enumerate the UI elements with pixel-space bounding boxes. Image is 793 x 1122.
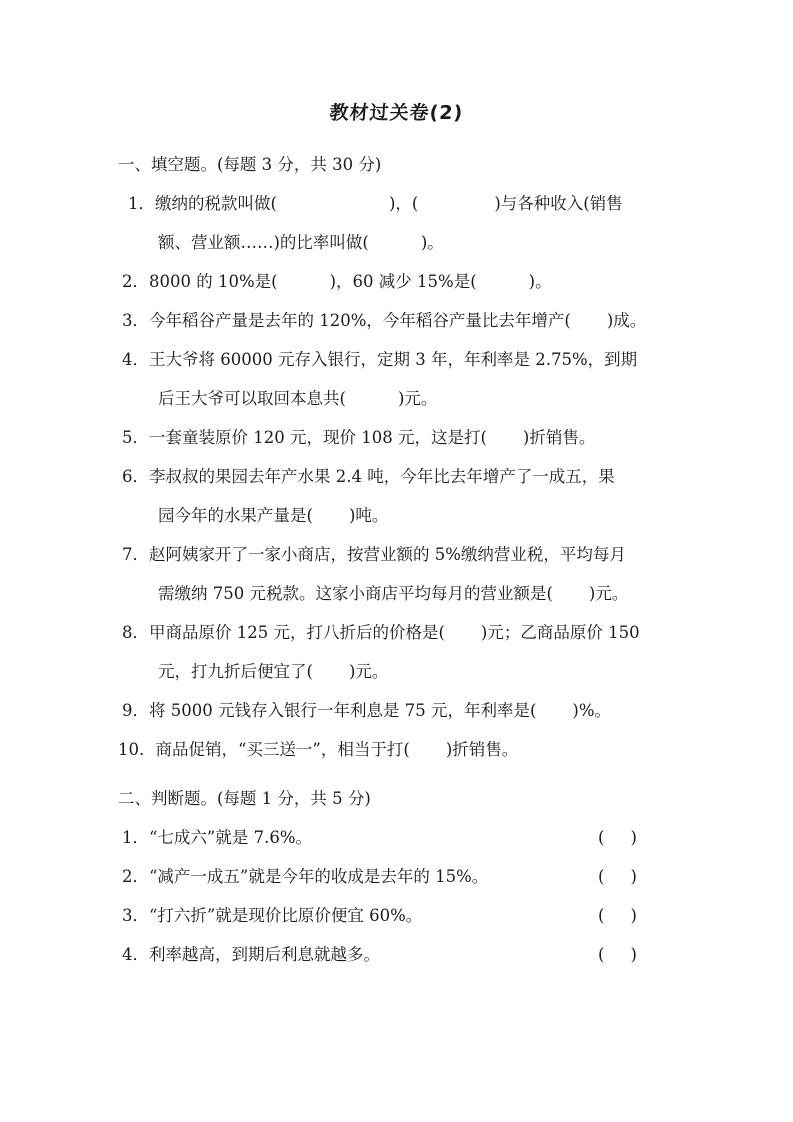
- question-text: )吨。: [348, 506, 389, 525]
- question-text: 8000 的 10%是(: [149, 272, 278, 291]
- question-line: [118, 730, 680, 769]
- question-text: 今年稻谷产量是去年的 120%，今年稻谷产量比去年增产(: [149, 311, 571, 330]
- question-number: 4．: [122, 350, 149, 369]
- question-line: [122, 340, 680, 379]
- question-line-continuation: [158, 652, 680, 691]
- question-number: 1．: [128, 194, 155, 213]
- question-number: 2．: [122, 867, 149, 886]
- page-title: 教材过关卷(2): [328, 102, 464, 124]
- paren-close: ): [630, 828, 637, 847]
- truefalse-item: [122, 896, 680, 935]
- truefalse-item: [122, 935, 680, 974]
- question-number: 7．: [122, 545, 149, 564]
- question-number: 5．: [122, 428, 149, 447]
- question-text: 将 5000 元钱存入银行一年利息是 75 元，年利率是(: [149, 701, 537, 720]
- question-text: 王大爷将 60000 元存入银行，定期 3 年，年利率是 2.75%，到期: [149, 350, 638, 369]
- question-item: [118, 262, 680, 301]
- question-item: [118, 184, 680, 262]
- question-line: [122, 691, 680, 730]
- question-text: 后王大爷可以取回本息共(: [158, 389, 346, 408]
- question-text: )，60 减少 15%是(: [329, 272, 477, 291]
- question-item: [118, 613, 680, 691]
- section-heading-true-false: 二、判断题。(每题 1 分，共 5 分): [118, 789, 371, 808]
- paren-close: ): [630, 906, 637, 925]
- question-number: 1．: [122, 828, 149, 847]
- paren-close: ): [630, 867, 637, 886]
- question-text: )元；乙商品原价 150: [480, 623, 640, 642]
- question-text: 一套童装原价 120 元，现价 108 元，这是打(: [149, 428, 487, 447]
- question-number: 4．: [122, 945, 149, 964]
- question-number: 3．: [122, 311, 149, 330]
- question-text: “打六折”就是现价比原价便宜 60%。: [149, 906, 423, 925]
- paren-open: (: [598, 906, 605, 925]
- question-text: )元。: [588, 584, 629, 603]
- question-line: [122, 535, 680, 574]
- paren-open: (: [598, 945, 605, 964]
- truefalse-line: [122, 935, 380, 974]
- question-line-continuation: [158, 496, 680, 535]
- question-text: “减产一成五”就是今年的收成是去年的 15%。: [149, 867, 489, 886]
- question-text: )元。: [397, 389, 438, 408]
- question-line-continuation: [158, 223, 680, 262]
- truefalse-item: [122, 818, 680, 857]
- question-line: [122, 301, 680, 340]
- question-text: )。: [420, 233, 444, 252]
- question-line: [122, 457, 680, 496]
- question-number: 9．: [122, 701, 149, 720]
- question-text: )折销售。: [445, 740, 519, 759]
- question-text: )与各种收入(销售: [494, 194, 623, 213]
- question-text: “七成六”就是 7.6%。: [149, 828, 313, 847]
- question-text: 赵阿姨家开了一家小商店，按营业额的 5%缴纳营业税，平均每月: [149, 545, 626, 564]
- question-item: [118, 730, 680, 769]
- paren-open: (: [598, 828, 605, 847]
- question-text: 缴纳的税款叫做(: [155, 194, 277, 213]
- question-line: [122, 262, 680, 301]
- question-text: 商品促销，“买三送一”，相当于打(: [155, 740, 410, 759]
- question-text: )成。: [606, 311, 647, 330]
- question-number: 8．: [122, 623, 149, 642]
- question-item: [118, 457, 680, 535]
- answer-bracket[interactable]: [598, 818, 650, 857]
- paren-close: ): [630, 945, 637, 964]
- question-text: )%。: [572, 701, 612, 720]
- question-number: 2．: [122, 272, 149, 291]
- answer-bracket[interactable]: [598, 857, 650, 896]
- question-text: )。: [528, 272, 552, 291]
- question-number: 3．: [122, 906, 149, 925]
- question-line: [122, 418, 680, 457]
- section-heading-fill-in-blank: 一、填空题。(每题 3 分，共 30 分): [118, 155, 382, 174]
- question-text: 元，打九折后便宜了(: [158, 662, 313, 681]
- question-number: 10．: [118, 740, 156, 759]
- answer-bracket[interactable]: [598, 896, 650, 935]
- question-item: [118, 340, 680, 418]
- question-text: 额、营业额……)的比率叫做(: [158, 233, 369, 252]
- truefalse-line: [122, 896, 422, 935]
- truefalse-line: [122, 818, 312, 857]
- question-text: 利率越高，到期后利息就越多。: [149, 945, 380, 964]
- question-text: 李叔叔的果园去年产水果 2.4 吨，今年比去年增产了一成五，果: [149, 467, 615, 486]
- question-text: 甲商品原价 125 元，打八折后的价格是(: [149, 623, 445, 642]
- question-item: [118, 301, 680, 340]
- question-text: )，(: [388, 194, 419, 213]
- paren-open: (: [598, 867, 605, 886]
- truefalse-item: [122, 857, 680, 896]
- truefalse-line: [122, 857, 488, 896]
- question-text: 需缴纳 750 元税款。这家小商店平均每月的营业额是(: [158, 584, 553, 603]
- question-line: [122, 613, 680, 652]
- document-body: [118, 145, 680, 974]
- question-text: )元。: [348, 662, 389, 681]
- answer-bracket[interactable]: [598, 935, 650, 974]
- question-text: )折销售。: [522, 428, 596, 447]
- question-number: 6．: [122, 467, 149, 486]
- question-line-continuation: [158, 379, 680, 418]
- question-line-continuation: [158, 574, 680, 613]
- question-item: [118, 535, 680, 613]
- question-item: [118, 691, 680, 730]
- question-text: 园今年的水果产量是(: [158, 506, 313, 525]
- question-line: [128, 184, 680, 223]
- question-item: [118, 418, 680, 457]
